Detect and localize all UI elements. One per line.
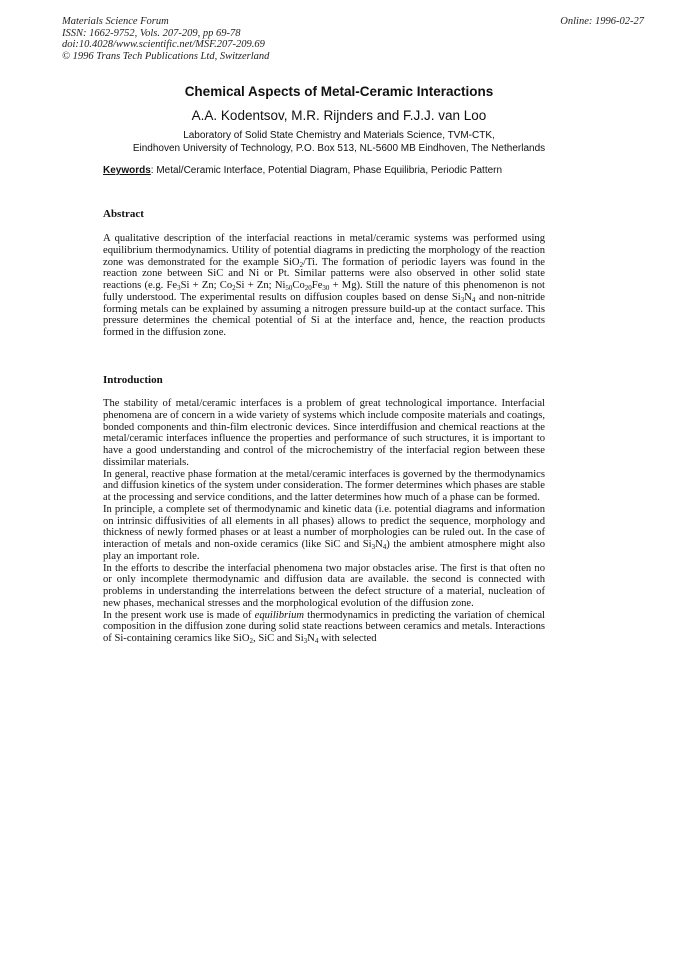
introduction-heading: Introduction — [103, 374, 163, 386]
paper-title: Chemical Aspects of Metal-Ceramic Interactions — [184, 84, 494, 99]
intro-paragraph-4: In the efforts to describe the interfacial phenomena two major obstacles arise. The first is that often no or only incomplete thermodynamic and diffusion data are available. the second is connected with problems in understanding the interrelations between the defect structure of a material, nucleation of new phases, mechanical stresses and the morphological evolution of the diffusion zone. — [103, 562, 545, 609]
paper-authors: A.A. Kodentsov, M.R. Rijnders and F.J.J. van Loo — [191, 108, 487, 123]
journal-header — [62, 16, 269, 62]
affiliation — [0, 130, 678, 155]
keywords — [103, 165, 502, 176]
keywords-label: Keywords — [103, 165, 151, 176]
introduction-text — [103, 398, 545, 645]
journal-name: Materials Science Forum — [62, 16, 169, 27]
abstract-text: A qualitative description of the interfacial reactions in metal/ceramic systems was performed using equilibrium thermodynamics. Utility of potential diagrams in predicting the morphology of the reaction zone was demonstrated for the example SiO$_2$/Ti. The formation of periodic layers was found in the reaction zone between SiC and Ni or Pt. Similar patterns were also observed in other solid state reactions (e.g. $Fe_3Si + Zn$; $Co_2Si + Zn$; $Ni_{50}Co_{20}Fe_{30} + Mg$). Still the nature of this phenomenon is not fully understood. The experimental results on diffusion couples based on dense $Si_3N_4$ and non-nitride forming metals can be explained by assuming a nitrogen pressure build-up at the contact surface. This pressure determines the chemical potential of Si at the interface and, hence, the reaction products formed in the diffusion zone. — [103, 233, 545, 338]
affiliation-line-2: Eindhoven University of Technology, P.O. Box 513, NL-5600 MB Eindhoven, The Netherlands — [132, 142, 546, 154]
affiliation-line-1: Laboratory of Solid State Chemistry and Materials Science, TVM-CTK, — [183, 130, 495, 141]
intro-paragraph-2: In general, reactive phase formation at the metal/ceramic interfaces is governed by the thermodynamics and diffusion kinetics of the system under consideration. The former determines which phases are stable at the processing and service conditions, and the latter determines how much of a phase can be formed. — [103, 468, 545, 503]
intro-paragraph-5: In the present work use is made of equilibrium thermodynamics in predicting the variation of chemical composition in the diffusion zone during solid state reactions between ceramics and metals. Interactions of Si-containing ceramics like SiO$_2$, SiC and $Si_3N_4$ with selected — [103, 609, 545, 645]
doi-line[interactable]: doi:10.4028/www.scientific.net/MSF.207-209.69 — [62, 39, 265, 51]
intro-paragraph-3: In principle, a complete set of thermodynamic and kinetic data (i.e. potential diagrams and information on intrinsic diffusivities of all elements in all phases) allows to predict the sequence, morphology and thickness of newly formed phases or at least a number of morphologies can be ruled out. In the case of interaction of metals and non-oxide ceramics (like SiC and $Si_3N_4$) the ambient atmosphere might also play an important role. — [103, 503, 545, 562]
issn-line: ISSN: 1662-9752, Vols. 207-209, pp 69-78 — [62, 27, 241, 39]
copyright-line: © 1996 Trans Tech Publications Ltd, Switzerland — [62, 50, 270, 62]
abstract-heading: Abstract — [103, 208, 144, 220]
online-date: Online: 1996-02-27 — [560, 16, 644, 27]
intro-paragraph-1: The stability of metal/ceramic interfaces is a problem of great technological importance. Interfacial phenomena are of concern in a wide variety of systems which include composite materials and coatings, bonded components and thin-film electronic devices. Since interdiffusion and chemical reactions at the metal/ceramic interfaces influence the properties and performance of such structures, it is important to have a good understanding and control of the microchemistry of the interfacial region between these dissimilar materials. — [103, 398, 545, 468]
keywords-text: : Metal/Ceramic Interface, Potential Diagram, Phase Equilibria, Periodic Pattern — [150, 165, 503, 176]
